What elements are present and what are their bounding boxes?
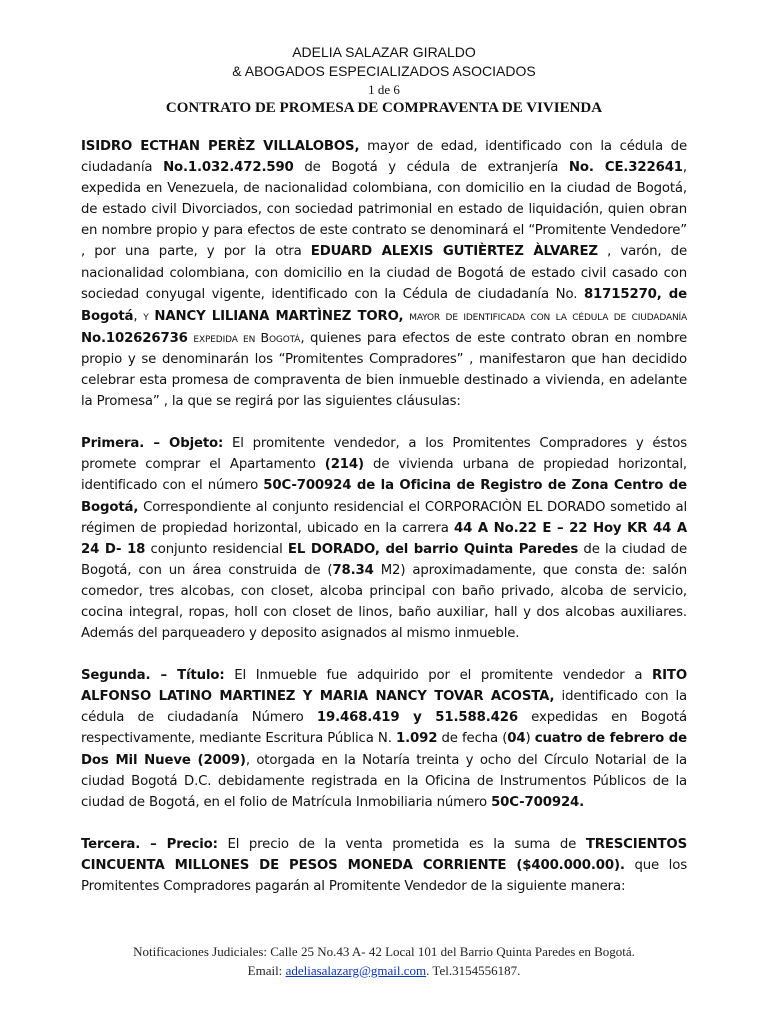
clause-label: Primera. – Objeto: (81, 436, 224, 452)
buyer2-name: NANCY LILIANA MARTÌNEZ TORO, (154, 308, 404, 324)
seller-id: No.1.032.472.590 (163, 160, 294, 176)
document-body (81, 136, 687, 897)
footer-contact: Email: adeliasalazarg@gmail.com. Tel.3154556187. (247, 963, 521, 978)
seller-name: ISIDRO ECTHAN PERÈZ VILLALOBOS, (81, 139, 360, 154)
seller-foreign-id: No. CE.322641 (568, 160, 683, 176)
buyer1-name: EDUARD ALEXIS GUTIÈRTEZ ÀLVAREZ (310, 244, 598, 260)
clause-primera: Primera. – Objeto: El promitente vendedor, a los Promitentes Compradores y éstos promete comprar el Apartamento (214) de vivienda urbana de propiedad horizontal, identificado con el número 50C-700924 de la Oficina de Registro de Zona Centro de Bogotá, Correspondiente al conjunto residencial el CORPORACIÒN EL DORADO sometido al régimen de propiedad horizontal, ubicado en la carrera 44 A No.22 E – 22 Hoy KR 44 A 24 D- 18 conjunto residencial EL DORADO, del barrio Quinta Paredes de la ciudad de Bogotá, con un área construida de (78.34 M2) aproximadamente, que consta de: salón comedor, tres alcobas, con closet, alcoba principal con baño privado, alcoba de servicio, cocina integral, ropas, holl con closet de linos, baño auxiliar, hall y dos alcobas auxiliares. Además del parqueadero y deposito asignados al mismo inmueble. (81, 436, 688, 642)
header-firm-subtitle: & ABOGADOS ESPECIALIZADOS ASOCIADOS (232, 63, 536, 79)
clause-label: Segunda. – Título: (81, 668, 225, 684)
email-link[interactable]: adeliasalazarg@gmail.com (285, 963, 427, 978)
header-firm-name: ADELIA SALAZAR GIRALDO (292, 44, 476, 60)
footer-address: Notificaciones Judiciales: Calle 25 No.43 A- 42 Local 101 del Barrio Quinta Paredes en Bogotá. (133, 944, 635, 959)
footer-phone: . Tel.3154556187. (426, 963, 521, 978)
buyer1-id: 81715270, de Bogotá (81, 286, 687, 324)
clause-label: Tercera. – Precio: (81, 836, 218, 852)
buyer2-id: No.102626736 (81, 330, 188, 346)
clause-tercera: Tercera. – Precio: El precio de la venta prometida es la suma de TRESCIENTOS CINCUENTA MILLONES DE PESOS MONEDA CORRIENTE ($400.000.00). que los Promitentes Compradores pagarán al Promitente Vendedor de la siguiente manera: (81, 836, 687, 894)
footer (0, 942, 768, 980)
clause-segunda: Segunda. – Título: El Inmueble fue adquirido por el promitente vendedor a RITO ALFONSO LATINO MARTINEZ Y MARIA NANCY TOVAR ACOSTA, identificado con la cédula de ciudadanía Número 19.468.419 y 51.588.426 expedidas en Bogotá respectivamente, mediante Escritura Pública N. 1.092 de fecha (04) cuatro de febrero de Dos Mil Nueve (2009), otorgada en la Notaría treinta y ocho del Círculo Notarial de la ciudad Bogotá D.C. debidamente registrada en la Oficina de Instrumentos Públicos de la ciudad de Bogotá, en el folio de Matrícula Inmobiliaria número 50C-700924. (81, 668, 688, 810)
document-title: CONTRATO DE PROMESA DE COMPRAVENTA DE VIVIENDA (165, 100, 603, 116)
page-number: 1 de 6 (368, 82, 400, 97)
paragraph-parties: ISIDRO ECTHAN PERÈZ VILLALOBOS, mayor de edad, identificado con la cédula de ciudadanía No.1.032.472.590 de Bogotá y cédula de extranjería No. CE.322641, expedida en Venezuela, de nacionalidad colombiana, con domicilio en la ciudad de Bogotá, de estado civil Divorciados, con sociedad patrimonial en estado de liquidación, quien obran en nombre propio y para efectos de este contrato se denominará el “Promitente Vendedore” , por una parte, y por la otra EDUARD ALEXIS GUTIÈRTEZ ÀLVAREZ , varón, de nacionalidad colombiana, con domicilio en la ciudad de Bogotá de estado civil casado con sociedad conyugal vigente, identificado con la Cédula de ciudadanía No. 81715270, de Bogotá, y NANCY LILIANA MARTÌNEZ TORO, mayor de identificada con la cédula de ciudadanía No.102626736 expedida en Bogotá, quienes para efectos de este contrato obran en nombre propio y se denominarán los “Promitentes Compradores” , manifestaron que han decidido celebrar esta promesa de compraventa de bien inmueble destinado a vivienda, en adelante la Promesa” , la que se regirá por las siguientes cláusulas: (81, 139, 688, 410)
